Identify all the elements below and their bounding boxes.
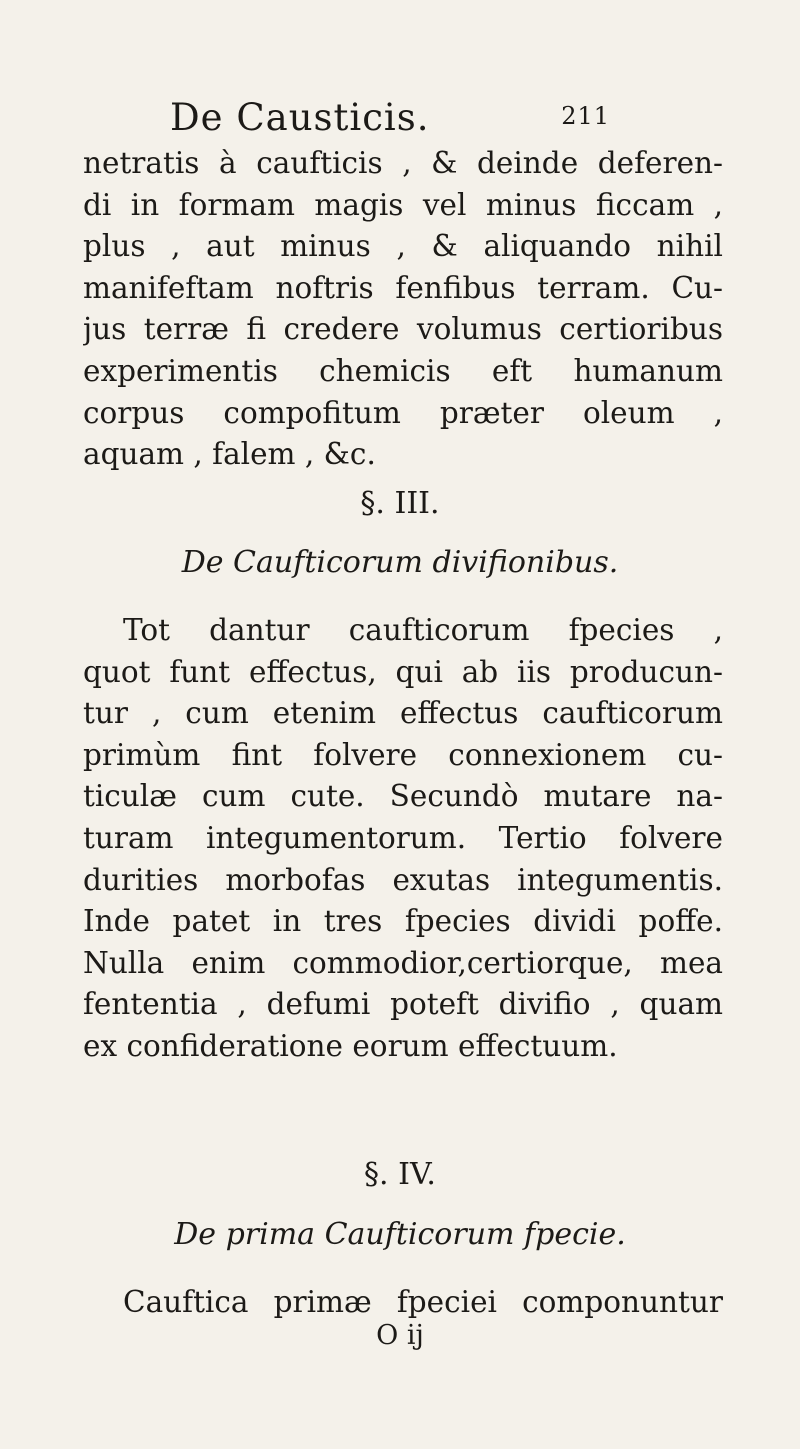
paragraph-2 [83, 610, 723, 1068]
text-line: fententia , defumi poteft divifio , quam [83, 987, 723, 1022]
text-line: durities morbofas exutas integumentis. [83, 862, 723, 897]
text-line: ex confideratione eorum effectuum. [83, 1028, 618, 1063]
text-line: experimentis chemicis eft humanum [83, 353, 723, 388]
text-line: Cauftica primæ fpeciei componuntur [123, 1285, 723, 1319]
text-line: turam integumentorum. Tertio folvere [83, 820, 723, 855]
paragraph-1 [83, 143, 723, 476]
running-head [170, 96, 610, 139]
text-line: tur , cum etenim effectus caufticorum [83, 696, 723, 731]
text-line: manifeftam noftris fenfibus terram. Cu- [83, 270, 723, 305]
text-line: netratis à caufticis , & deinde deferen- [83, 146, 723, 180]
signature-mark: O ij [376, 1320, 424, 1351]
section-number: §. III. [360, 486, 440, 521]
text-line: Inde patet in tres fpecies dividi poffe. [83, 904, 723, 939]
text-line: corpus compofitum præter oleum , [83, 395, 723, 430]
running-head-title: De Causticis. [170, 96, 430, 139]
text-line: aquam , falem , &c. [83, 437, 376, 472]
text-line: Nulla enim commodior,certiorque, mea [83, 945, 723, 980]
text-line: Tot dantur caufticorum fpecies , [123, 613, 723, 647]
paragraph-3 [83, 1282, 723, 1324]
section-number: §. IV. [364, 1157, 436, 1192]
text-line: plus , aut minus , & aliquando nihil [83, 229, 723, 264]
text-line: quot funt effectus, qui ab iis producun- [83, 654, 723, 689]
text-line: primùm fint folvere connexionem cu- [83, 737, 723, 772]
section-title: De prima Caufticorum fpecie. [174, 1217, 626, 1252]
section-title: De Caufticorum divifionibus. [181, 545, 619, 580]
text-line: jus terræ fi credere volumus certioribus [83, 312, 723, 347]
page-number: 211 [561, 102, 610, 130]
text-line: di in formam magis vel minus ficcam , [83, 187, 723, 222]
text-line: ticulæ cum cute. Secundò mutare na- [83, 779, 723, 814]
